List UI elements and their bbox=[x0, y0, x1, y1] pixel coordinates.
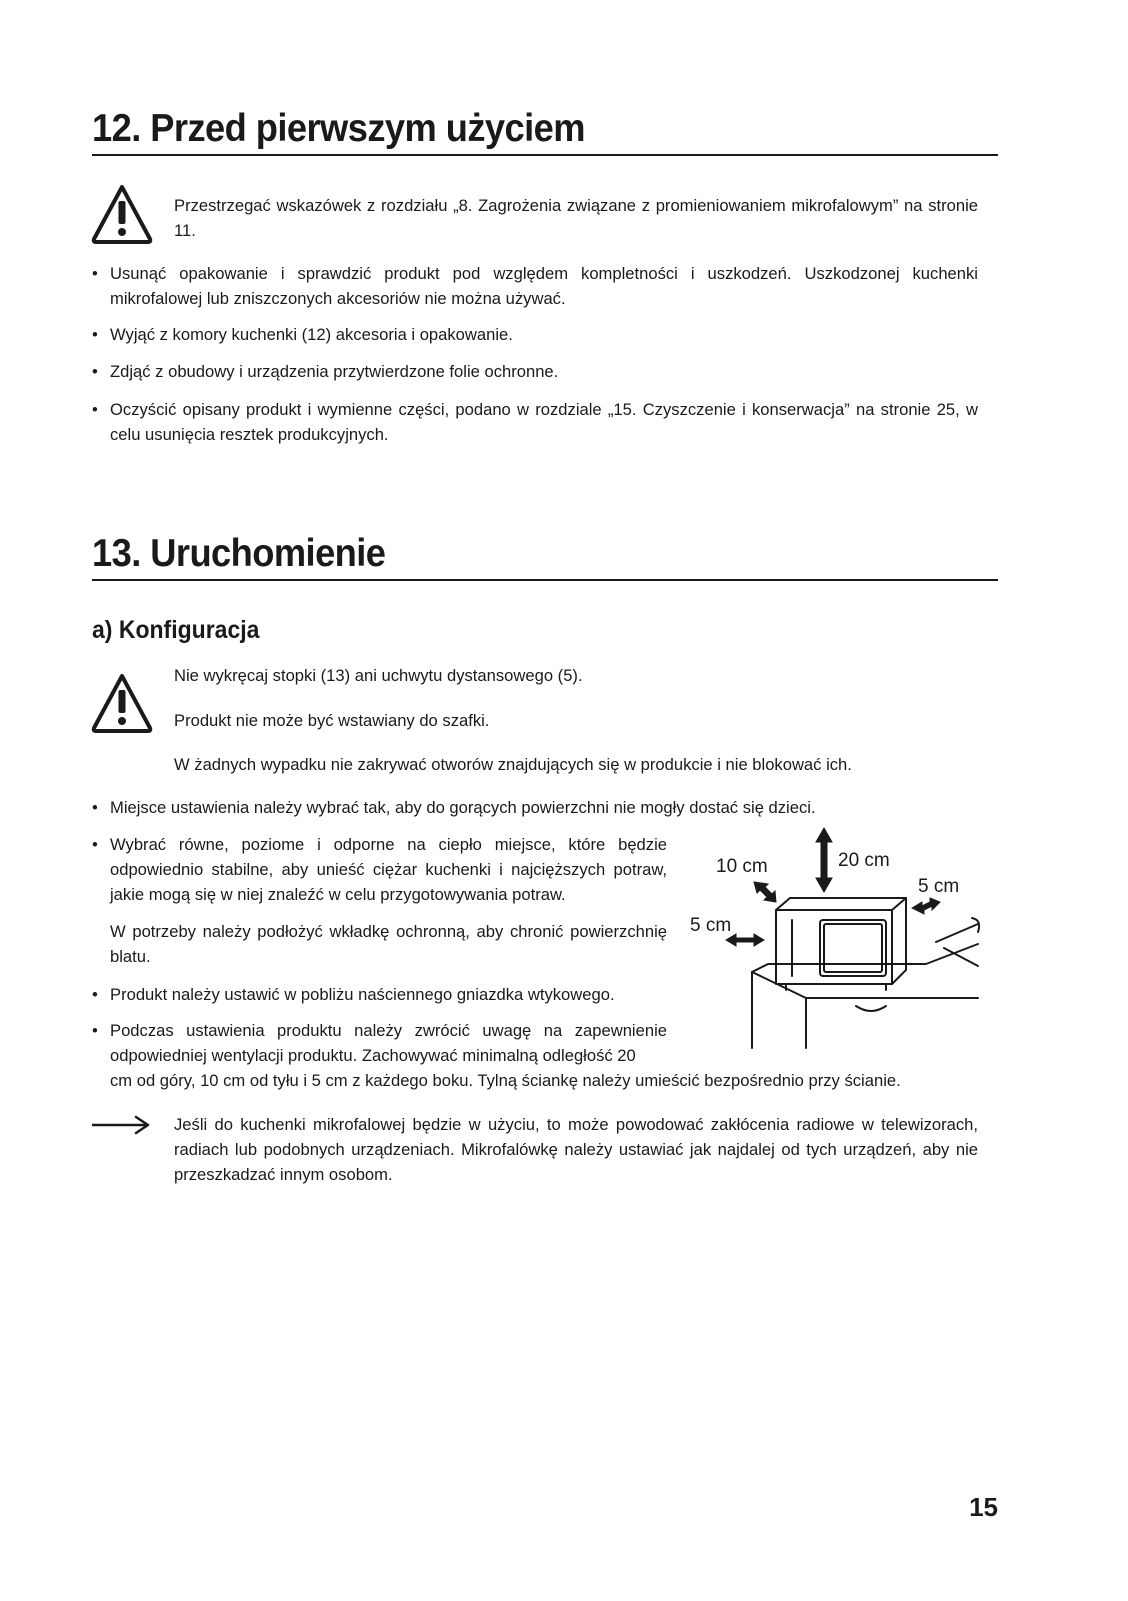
section-12-warning: Przestrzegać wskazówek z rozdziału „8. Zagrożenia związane z promieniowaniem mikrofalowym” na stronie 11. bbox=[174, 196, 978, 240]
heading-rule bbox=[92, 154, 998, 156]
section-12-heading: 12. Przed pierwszym użyciem bbox=[92, 107, 585, 150]
arrow-right-icon bbox=[90, 1114, 152, 1136]
page-number: 15 bbox=[969, 1492, 998, 1522]
clearance-diagram bbox=[686, 820, 986, 1056]
warning-line: W żadnych wypadku nie zakrywać otworów znajdujących się w produkcie i nie blokować ich. bbox=[174, 755, 852, 774]
warning-triangle-icon bbox=[90, 183, 154, 245]
list-item-continuation: cm od góry, 10 cm od tyłu i 5 cm z każdego boku. Tylną ściankę należy umieścić bezpośrednio przy ścianie. bbox=[110, 1071, 901, 1090]
left-clearance-arrow bbox=[726, 934, 764, 946]
heading-rule bbox=[92, 579, 998, 581]
section-13-heading: 13. Uruchomienie bbox=[92, 532, 386, 575]
note-text: Jeśli do kuchenki mikrofalowej będzie w użyciu, to może powodować zakłócenia radiowe w telewizorach, radiach lub podobnych urządzeniach. Mikrofalówkę należy ustawiać jak najdalej od tych urządzeń, aby nie przeszkadzać innym osobom. bbox=[174, 1115, 978, 1184]
label-top: 20 cm bbox=[838, 850, 890, 871]
top-clearance-arrow bbox=[816, 828, 832, 892]
label-left: 5 cm bbox=[690, 915, 732, 936]
back-clearance-arrow bbox=[754, 882, 776, 902]
subheading: a) Konfiguracja bbox=[92, 616, 260, 644]
warning-triangle-icon bbox=[90, 672, 154, 734]
label-right: 5 cm bbox=[918, 876, 960, 897]
cabinet-handle bbox=[856, 1006, 886, 1011]
warning-line: Produkt nie może być wstawiany do szafki. bbox=[174, 711, 490, 730]
microwave-window bbox=[820, 920, 886, 976]
warning-line: Nie wykręcaj stopki (13) ani uchwytu dystansowego (5). bbox=[174, 666, 583, 685]
label-back: 10 cm bbox=[716, 856, 768, 877]
list-item-note: W potrzeby należy podłożyć wkładkę ochronną, aby chronić powierzchnię blatu. bbox=[110, 922, 667, 966]
right-clearance-arrow bbox=[912, 898, 940, 914]
